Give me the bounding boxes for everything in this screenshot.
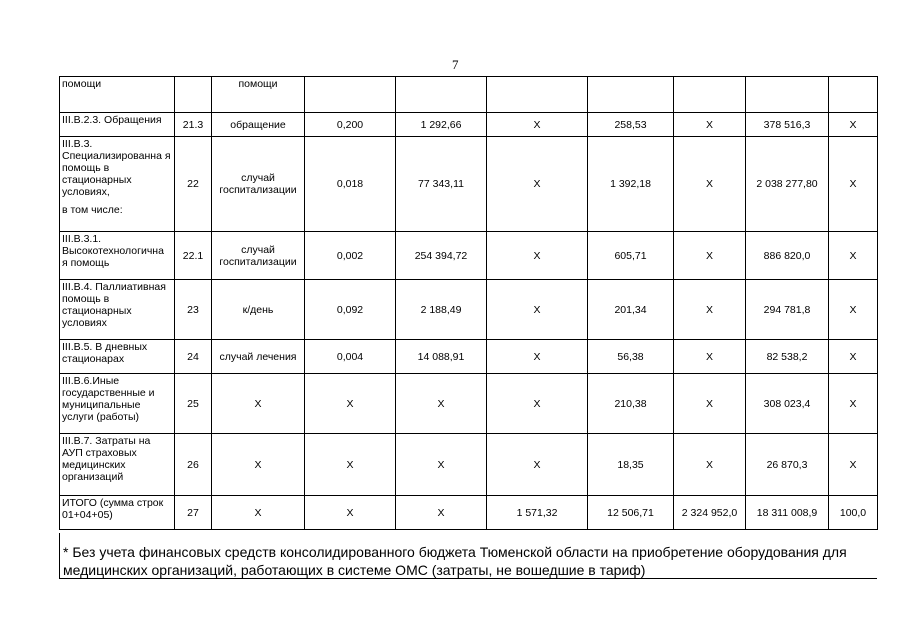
- cell-code: 22.1: [175, 232, 212, 280]
- cell-unit: случай госпитализации: [212, 137, 305, 232]
- cell-c6: Х: [487, 232, 588, 280]
- table-row: [60, 77, 878, 113]
- row-label-text: помощи: [62, 78, 102, 90]
- cell-code: [175, 77, 212, 113]
- cell-c7: 201,34: [588, 280, 674, 340]
- cell-c10: Х: [829, 280, 878, 340]
- table-row: [60, 496, 878, 530]
- table-row: [60, 434, 878, 496]
- cell-c10: Х: [829, 374, 878, 434]
- table-body: [60, 77, 878, 530]
- cell-c9: 308 023,4: [746, 374, 829, 434]
- financing-table: [59, 76, 878, 530]
- row-label: [60, 113, 175, 137]
- cell-c10: [829, 77, 878, 113]
- row-label: [60, 340, 175, 374]
- table-row: [60, 340, 878, 374]
- cell-c6: [487, 77, 588, 113]
- cell-c4: 0,002: [305, 232, 396, 280]
- cell-c8: Х: [674, 232, 746, 280]
- cell-c7: 56,38: [588, 340, 674, 374]
- cell-unit: помощи: [212, 77, 305, 113]
- cell-c9: 294 781,8: [746, 280, 829, 340]
- cell-c7: [588, 77, 674, 113]
- cell-c4: Х: [305, 434, 396, 496]
- table-row: [60, 232, 878, 280]
- cell-c6: Х: [487, 434, 588, 496]
- row-label: [60, 77, 175, 113]
- cell-c10: Х: [829, 434, 878, 496]
- footnote-divider: [59, 578, 877, 579]
- cell-code: 22: [175, 137, 212, 232]
- row-label-text: III.В.3.1. Высокотехнологична я помощь: [62, 233, 164, 269]
- cell-code: 26: [175, 434, 212, 496]
- cell-c8: [674, 77, 746, 113]
- cell-c8: Х: [674, 113, 746, 137]
- cell-c4: Х: [305, 374, 396, 434]
- page-number: 7: [452, 57, 459, 72]
- cell-c8: 2 324 952,0: [674, 496, 746, 530]
- cell-unit: Х: [212, 374, 305, 434]
- cell-c5: 14 088,91: [396, 340, 487, 374]
- row-label-subtext: в том числе:: [62, 204, 123, 216]
- table-row: [60, 280, 878, 340]
- cell-c5: 2 188,49: [396, 280, 487, 340]
- cell-c4: 0,200: [305, 113, 396, 137]
- cell-c7: 18,35: [588, 434, 674, 496]
- cell-c10: Х: [829, 232, 878, 280]
- cell-c7: 210,38: [588, 374, 674, 434]
- cell-c8: Х: [674, 137, 746, 232]
- cell-c5: [396, 77, 487, 113]
- cell-c5: 254 394,72: [396, 232, 487, 280]
- cell-code: 27: [175, 496, 212, 530]
- row-label: [60, 496, 175, 530]
- footnote-border: [59, 533, 60, 578]
- footnote: * Без учета финансовых средств консолидированного бюджета Тюменской области на приобретение оборудования для медицинских организаций, работающих в системе ОМС (затраты, не вошедшие в тариф): [63, 544, 847, 578]
- row-label-text: III.В.3. Специализированна я помощь в стационарных условиях,: [62, 138, 171, 198]
- cell-c8: Х: [674, 374, 746, 434]
- cell-c10: 100,0: [829, 496, 878, 530]
- cell-c7: 1 392,18: [588, 137, 674, 232]
- cell-code: 25: [175, 374, 212, 434]
- cell-c6: Х: [487, 280, 588, 340]
- cell-c10: Х: [829, 137, 878, 232]
- cell-code: 21.3: [175, 113, 212, 137]
- cell-unit: Х: [212, 434, 305, 496]
- cell-code: 23: [175, 280, 212, 340]
- cell-c5: Х: [396, 434, 487, 496]
- cell-c4: 0,004: [305, 340, 396, 374]
- cell-c6: Х: [487, 340, 588, 374]
- cell-c10: Х: [829, 340, 878, 374]
- cell-c4: 0,092: [305, 280, 396, 340]
- cell-c9: 82 538,2: [746, 340, 829, 374]
- cell-c6: Х: [487, 137, 588, 232]
- row-label: [60, 374, 175, 434]
- table-row: [60, 374, 878, 434]
- cell-c9: 18 311 008,9: [746, 496, 829, 530]
- row-label-text: III.В.7. Затраты на АУП страховых медицинских организаций: [62, 435, 151, 483]
- cell-unit: Х: [212, 496, 305, 530]
- cell-c5: 77 343,11: [396, 137, 487, 232]
- row-label-text: III.В.6.Иные государственные и муниципальные услуги (работы): [62, 375, 155, 423]
- cell-c5: 1 292,66: [396, 113, 487, 137]
- cell-unit: обращение: [212, 113, 305, 137]
- row-label: [60, 137, 175, 232]
- cell-c8: Х: [674, 340, 746, 374]
- row-label-text: ИТОГО (сумма строк 01+04+05): [62, 497, 164, 521]
- row-label-text: III.В.4. Паллиативная помощь в стационарных условиях: [62, 281, 166, 329]
- row-label: [60, 434, 175, 496]
- cell-c6: Х: [487, 113, 588, 137]
- cell-unit: случай госпитализации: [212, 232, 305, 280]
- cell-c9: [746, 77, 829, 113]
- cell-c5: Х: [396, 374, 487, 434]
- cell-c9: 886 820,0: [746, 232, 829, 280]
- cell-c6: Х: [487, 374, 588, 434]
- cell-code: 24: [175, 340, 212, 374]
- cell-c8: Х: [674, 280, 746, 340]
- row-label-text: III.В.5. В дневных стационарах: [62, 341, 148, 365]
- cell-c4: 0,018: [305, 137, 396, 232]
- cell-c10: Х: [829, 113, 878, 137]
- cell-unit: случай лечения: [212, 340, 305, 374]
- cell-c4: Х: [305, 496, 396, 530]
- row-label-text: III.В.2.3. Обращения: [62, 114, 162, 126]
- table-row: [60, 137, 878, 232]
- cell-c6: 1 571,32: [487, 496, 588, 530]
- cell-c7: 12 506,71: [588, 496, 674, 530]
- cell-c4: [305, 77, 396, 113]
- cell-unit: к/день: [212, 280, 305, 340]
- cell-c7: 605,71: [588, 232, 674, 280]
- cell-c7: 258,53: [588, 113, 674, 137]
- table-row: [60, 113, 878, 137]
- cell-c8: Х: [674, 434, 746, 496]
- row-label: [60, 280, 175, 340]
- cell-c9: 26 870,3: [746, 434, 829, 496]
- cell-c9: 378 516,3: [746, 113, 829, 137]
- cell-c5: Х: [396, 496, 487, 530]
- row-label: [60, 232, 175, 280]
- cell-c9: 2 038 277,80: [746, 137, 829, 232]
